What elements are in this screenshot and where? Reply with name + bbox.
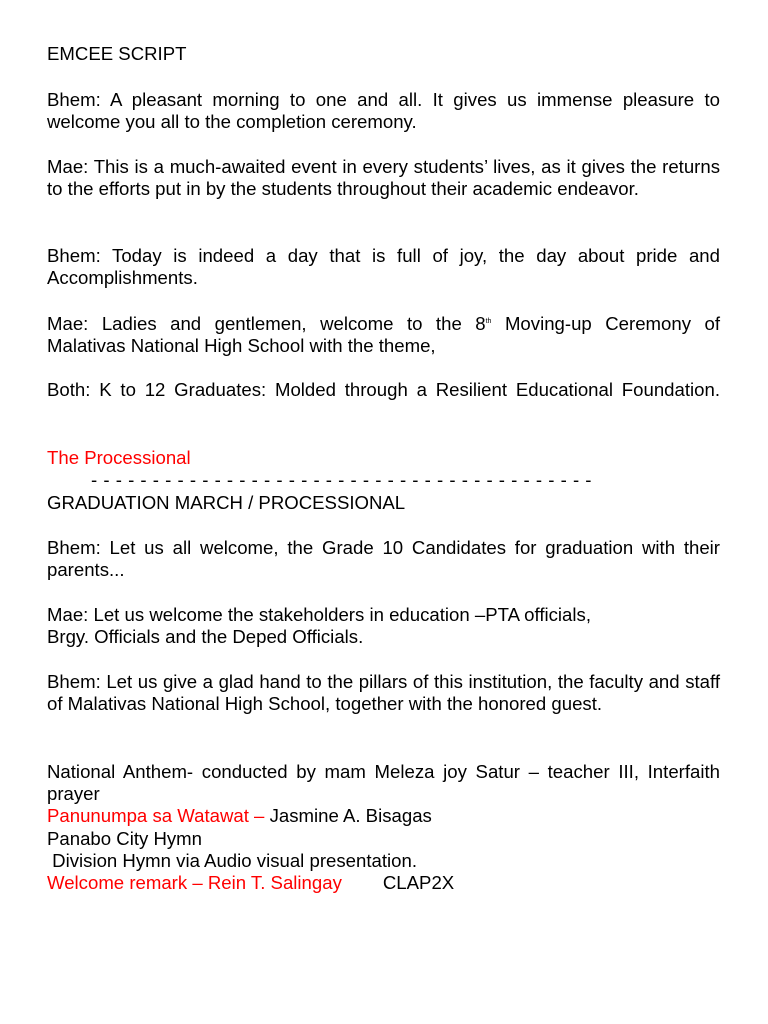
- paragraph-mae-event: Mae: This is a much-awaited event in every students’ lives, as it gives the returns to the efforts put in by the students throughout their academic endeavor.: [47, 156, 720, 200]
- ceremony-text-a: Mae: Ladies and gentlemen, welcome to the 8: [47, 313, 486, 334]
- dash-divider: - - - - - - - - - - - - - - - - - - - - - - - - - - - - - - - - - - - - - - - - -: [91, 469, 593, 490]
- clap-note: CLAP2X: [382, 872, 455, 894]
- graduation-march-heading: GRADUATION MARCH / PROCESSIONAL: [47, 492, 406, 513]
- ceremony-text-b: Moving-up Ceremony of Malativas National High School with the theme,: [47, 313, 720, 357]
- paragraph-bhem-candidates: Bhem: Let us all welcome, the Grade 10 Candidates for graduation with their parents...: [47, 537, 720, 581]
- welcome-remark: Welcome remark – Rein T. Salingay: [47, 872, 342, 894]
- program-city-hymn: Panabo City Hymn: [47, 827, 203, 849]
- stakeholders-line-1: Mae: Let us welcome the stakeholders in education –PTA officials,: [47, 604, 591, 625]
- theme-text: Both: K to 12 Graduates: Molded through a Resilient Educational Foundation.: [47, 379, 720, 400]
- program-list: [47, 761, 720, 894]
- paragraph-bhem-welcome: Bhem: A pleasant morning to one and all. It gives us immense pleasure to welcome you all to the completion ceremony.: [47, 89, 720, 133]
- paragraph-bhem-joy: Bhem: Today is indeed a day that is full of joy, the day about pride and Accomplishments.: [47, 245, 720, 289]
- processional-heading: The Processional: [47, 447, 191, 468]
- paragraph-both-theme: [47, 379, 720, 401]
- panunumpa-label: Panunumpa sa Watawat –: [47, 805, 265, 827]
- program-division-hymn: Division Hymn via Audio visual presentation.: [47, 849, 417, 871]
- program-welcome: [47, 872, 720, 894]
- page-title: EMCEE SCRIPT: [47, 43, 187, 64]
- panunumpa-name: Jasmine A. Bisagas: [264, 805, 432, 827]
- program-anthem: National Anthem- conducted by mam Meleza joy Satur – teacher III, Interfaith prayer: [47, 761, 720, 805]
- ceremony-ordinal: th: [485, 317, 492, 325]
- program-panunumpa: [47, 805, 720, 827]
- paragraph-mae-stakeholders: [47, 604, 720, 648]
- paragraph-bhem-faculty: Bhem: Let us give a glad hand to the pillars of this institution, the faculty and staff of Malativas National High School, together with the honored guest.: [47, 671, 720, 715]
- stakeholders-line-2: Brgy. Officials and the Deped Officials.: [47, 626, 364, 648]
- paragraph-mae-ceremony: [47, 313, 720, 357]
